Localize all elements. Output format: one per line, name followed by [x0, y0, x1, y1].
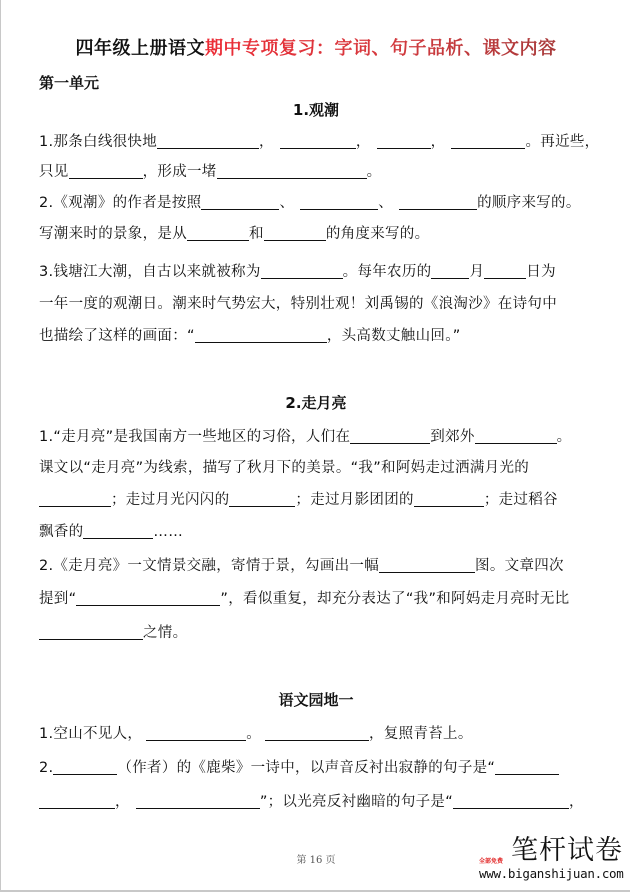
answer-blank[interactable] — [157, 133, 259, 149]
question-text: 和 — [249, 226, 264, 242]
question-line — [39, 488, 558, 509]
question-text: ；走过稻谷 — [483, 492, 558, 508]
answer-blank[interactable] — [495, 759, 559, 775]
section-heading-yuwenyuandi: 语文园地一 — [278, 691, 354, 709]
question-text: 一年一度的观潮日。潮来时气势宏大，特别壮观！刘禹锡的《浪淘沙》在诗句中 — [39, 296, 557, 312]
answer-blank[interactable] — [39, 624, 143, 640]
answer-blank[interactable] — [431, 263, 469, 279]
answer-blank[interactable] — [39, 491, 111, 507]
question-text: ”；以光亮反衬幽暗的句子是“ — [259, 794, 454, 810]
question-line — [39, 587, 569, 608]
answer-blank[interactable] — [201, 194, 279, 210]
question-text: 。 — [366, 164, 382, 180]
question-line — [39, 324, 461, 345]
question-text: 课文以“走月亮”为线索，描写了秋月下的美景。“我”和阿妈走过洒满月光的 — [39, 460, 530, 476]
question-text: ， — [259, 134, 274, 150]
question-text: 2. — [39, 760, 54, 776]
answer-blank[interactable] — [69, 163, 143, 179]
question-line — [39, 554, 564, 575]
question-line — [39, 160, 381, 181]
question-line — [39, 756, 559, 777]
question-text: 1.空山不见人， — [39, 726, 143, 742]
question-text: 3.钱塘江大潮，自古以来就被称为 — [39, 264, 261, 280]
question-text: 到郊外 — [430, 429, 475, 445]
answer-blank[interactable] — [217, 163, 367, 179]
answer-blank[interactable] — [83, 523, 153, 539]
question-text: 。每年农历的 — [342, 264, 432, 280]
question-text: ，复照青苔上。 — [369, 726, 473, 742]
question-text: 提到“ — [39, 591, 77, 607]
question-line — [39, 722, 473, 743]
question-text: 之情。 — [143, 625, 188, 641]
page-number: 第 16 页 — [296, 855, 336, 866]
question-line — [39, 621, 187, 642]
question-text: 图。文章四次 — [475, 558, 564, 574]
question-line — [39, 260, 556, 281]
question-text: 1.“走月亮”是我国南方一些地区的习俗，人们在 — [39, 429, 351, 445]
question-text: ， — [115, 794, 130, 810]
question-line — [39, 520, 183, 541]
question-text: ， — [355, 134, 371, 150]
answer-blank[interactable] — [379, 557, 475, 573]
answer-blank[interactable] — [76, 590, 220, 606]
watermark-brand: 笔杆试卷 — [511, 835, 623, 866]
answer-blank[interactable] — [377, 133, 431, 149]
question-text: ；走过月影团团的 — [295, 492, 414, 508]
question-text: 1.那条白线很快地 — [39, 134, 158, 150]
title-grade: 四年级上册语文 — [75, 38, 205, 59]
answer-blank[interactable] — [265, 725, 369, 741]
question-text: 。 — [556, 429, 572, 445]
answer-blank[interactable] — [280, 133, 356, 149]
answer-blank[interactable] — [475, 428, 557, 444]
answer-blank[interactable] — [300, 194, 378, 210]
question-text: 月 — [469, 264, 485, 280]
question-text: 也描绘了这样的画面：“ — [39, 328, 195, 344]
question-line — [39, 222, 429, 243]
question-text: ，头高数丈触山回。” — [326, 328, 461, 344]
answer-blank[interactable] — [350, 428, 430, 444]
answer-blank[interactable] — [484, 263, 526, 279]
title-topic: 期中专项复习：字词、句子品析、课文内容 — [205, 38, 557, 59]
section-heading-zouyueliang: 2.走月亮 — [285, 394, 347, 412]
watermark-logo[interactable] — [479, 836, 629, 888]
question-line — [39, 425, 571, 446]
question-text: ；走过月光闪闪的 — [111, 492, 230, 508]
question-text: ， — [430, 134, 446, 150]
answer-blank[interactable] — [414, 491, 484, 507]
answer-blank[interactable] — [399, 194, 477, 210]
answer-blank[interactable] — [146, 725, 246, 741]
question-line — [39, 790, 584, 811]
answer-blank[interactable] — [53, 759, 117, 775]
question-line — [39, 191, 581, 212]
question-text: 。 — [246, 726, 262, 742]
question-text: ”，看似重复，却充分表达了“我”和阿妈走月亮时无比 — [220, 591, 570, 607]
page-title — [1, 34, 630, 60]
answer-blank[interactable] — [451, 133, 525, 149]
question-text: ， — [569, 794, 584, 810]
question-text: 2.《观潮》的作者是按照 — [39, 195, 202, 211]
answer-blank[interactable] — [39, 793, 115, 809]
question-text: …… — [153, 524, 184, 540]
question-line — [39, 130, 599, 151]
answer-blank[interactable] — [229, 491, 295, 507]
answer-blank[interactable] — [195, 327, 327, 343]
question-text: （作者）的《鹿柴》一诗中，以声音反衬出寂静的句子是“ — [117, 760, 496, 776]
unit-heading: 第一单元 — [39, 74, 100, 92]
answer-blank[interactable] — [261, 263, 343, 279]
question-text: ，形成一堵 — [142, 164, 217, 180]
question-text: 。再近些， — [525, 134, 600, 150]
answer-blank[interactable] — [264, 225, 326, 241]
answer-blank[interactable] — [136, 793, 260, 809]
question-line — [39, 456, 529, 477]
question-text: 的角度来写的。 — [325, 226, 430, 242]
question-text: 、 — [279, 195, 295, 211]
free-tag: 全部免费 — [479, 858, 504, 865]
question-text: 、 — [378, 195, 394, 211]
question-text: 只见 — [39, 164, 69, 180]
question-text: 的顺序来写的。 — [477, 195, 581, 211]
section-heading-guanchao: 1.观潮 — [292, 101, 340, 119]
question-text: 写潮来时的景象，是从 — [39, 226, 187, 242]
question-text: 日为 — [526, 264, 556, 280]
answer-blank[interactable] — [453, 793, 569, 809]
question-line — [39, 292, 557, 313]
question-text: 飘香的 — [39, 524, 84, 540]
answer-blank[interactable] — [187, 225, 249, 241]
watermark-url[interactable]: www.biganshijuan.com — [479, 866, 624, 881]
question-text: 2.《走月亮》一文情景交融，寄情于景，勾画出一幅 — [39, 558, 380, 574]
